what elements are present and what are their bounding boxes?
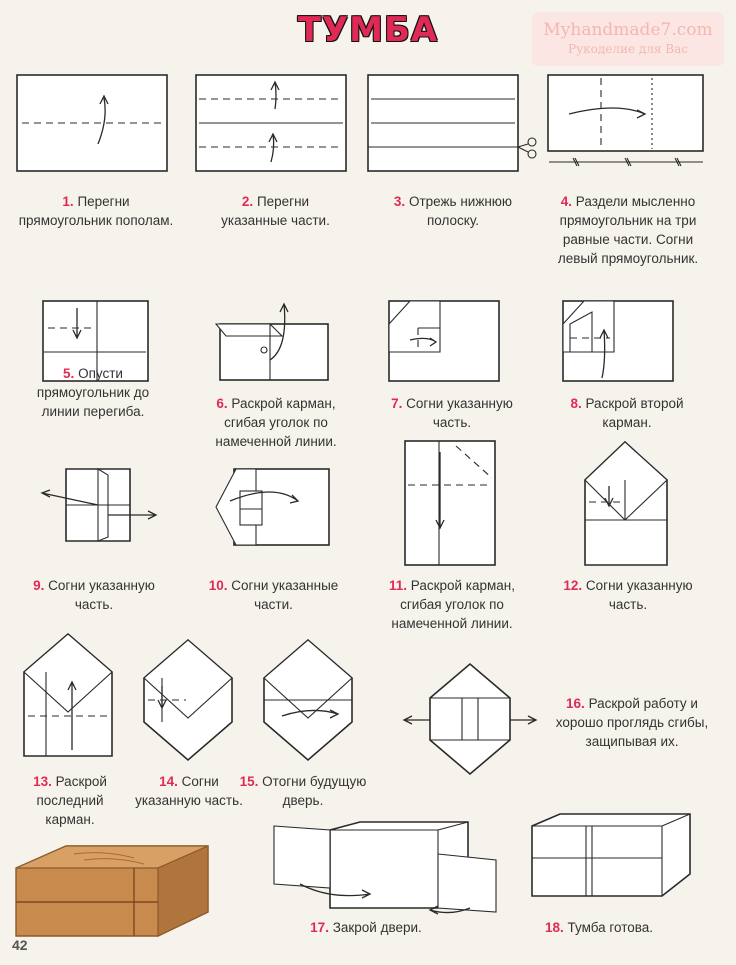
step-17-diagram xyxy=(270,820,500,915)
step-2-diagram xyxy=(195,74,350,174)
page-number: 42 xyxy=(12,937,28,953)
step-3-caption: 3. Отрежь нижнюю полоску. xyxy=(393,194,513,228)
step-6-caption: 6. Раскрой карман, сгибая уголок по намеченной линии. xyxy=(215,396,337,449)
watermark-site: Myhandmade7.com xyxy=(543,20,713,40)
step-4-diagram xyxy=(547,74,707,169)
step-18-diagram xyxy=(530,812,695,902)
step-15-diagram xyxy=(262,638,357,763)
step-11-diagram xyxy=(404,440,499,570)
watermark-tagline: Рукоделие для Вас xyxy=(568,42,688,56)
step-8-diagram xyxy=(562,300,680,385)
step-7-diagram xyxy=(388,300,506,385)
step-8-caption: 8. Раскрой второй карман. xyxy=(570,396,684,430)
step-5-caption: 5. Опусти прямоугольник до линии перегиба. xyxy=(36,366,150,419)
step-13-caption: 13. Раскрой последний карман. xyxy=(33,774,107,827)
step-3-diagram xyxy=(367,74,542,174)
step-11-caption: 11. Раскрой карман, сгибая уголок по намеченной линии. xyxy=(388,578,516,631)
step-12-diagram xyxy=(583,440,673,570)
step-18-caption: 18. Тумба готова. xyxy=(544,920,654,935)
step-9-caption: 9. Согни указанную часть. xyxy=(33,578,155,612)
step-13-diagram xyxy=(22,632,117,760)
page-title: ТУМБА xyxy=(297,10,439,50)
step-15-caption: 15. Отогни будущую дверь. xyxy=(239,774,367,808)
step-9-diagram xyxy=(38,465,163,550)
step-12-caption: 12. Согни указанную часть. xyxy=(563,578,693,612)
step-14-diagram xyxy=(142,638,237,763)
step-10-diagram xyxy=(214,465,334,550)
step-14-caption: 14. Согни указанную часть. xyxy=(135,774,243,808)
wooden-cabinet-photo xyxy=(14,840,210,940)
step-16-caption: 16. Раскрой работу и хорошо проглядь сгибы, защипывая их. xyxy=(555,696,709,749)
step-6-diagram xyxy=(214,298,332,388)
step-2-caption: 2. Перегни указанные части. xyxy=(221,194,330,228)
step-16-diagram xyxy=(400,660,540,780)
step-7-caption: 7. Согни указанную часть. xyxy=(391,396,513,430)
step-1-caption: 1. Перегни прямоугольник пополам. xyxy=(18,194,174,228)
step-10-caption: 10. Согни указанные части. xyxy=(208,578,339,612)
step-17-caption: 17. Закрой двери. xyxy=(310,920,422,935)
watermark xyxy=(532,12,724,66)
step-1-diagram xyxy=(16,74,171,174)
step-4-caption: 4. Раздели мысленно прямоугольник на три равные части. Согни левый прямоугольник. xyxy=(557,194,699,266)
